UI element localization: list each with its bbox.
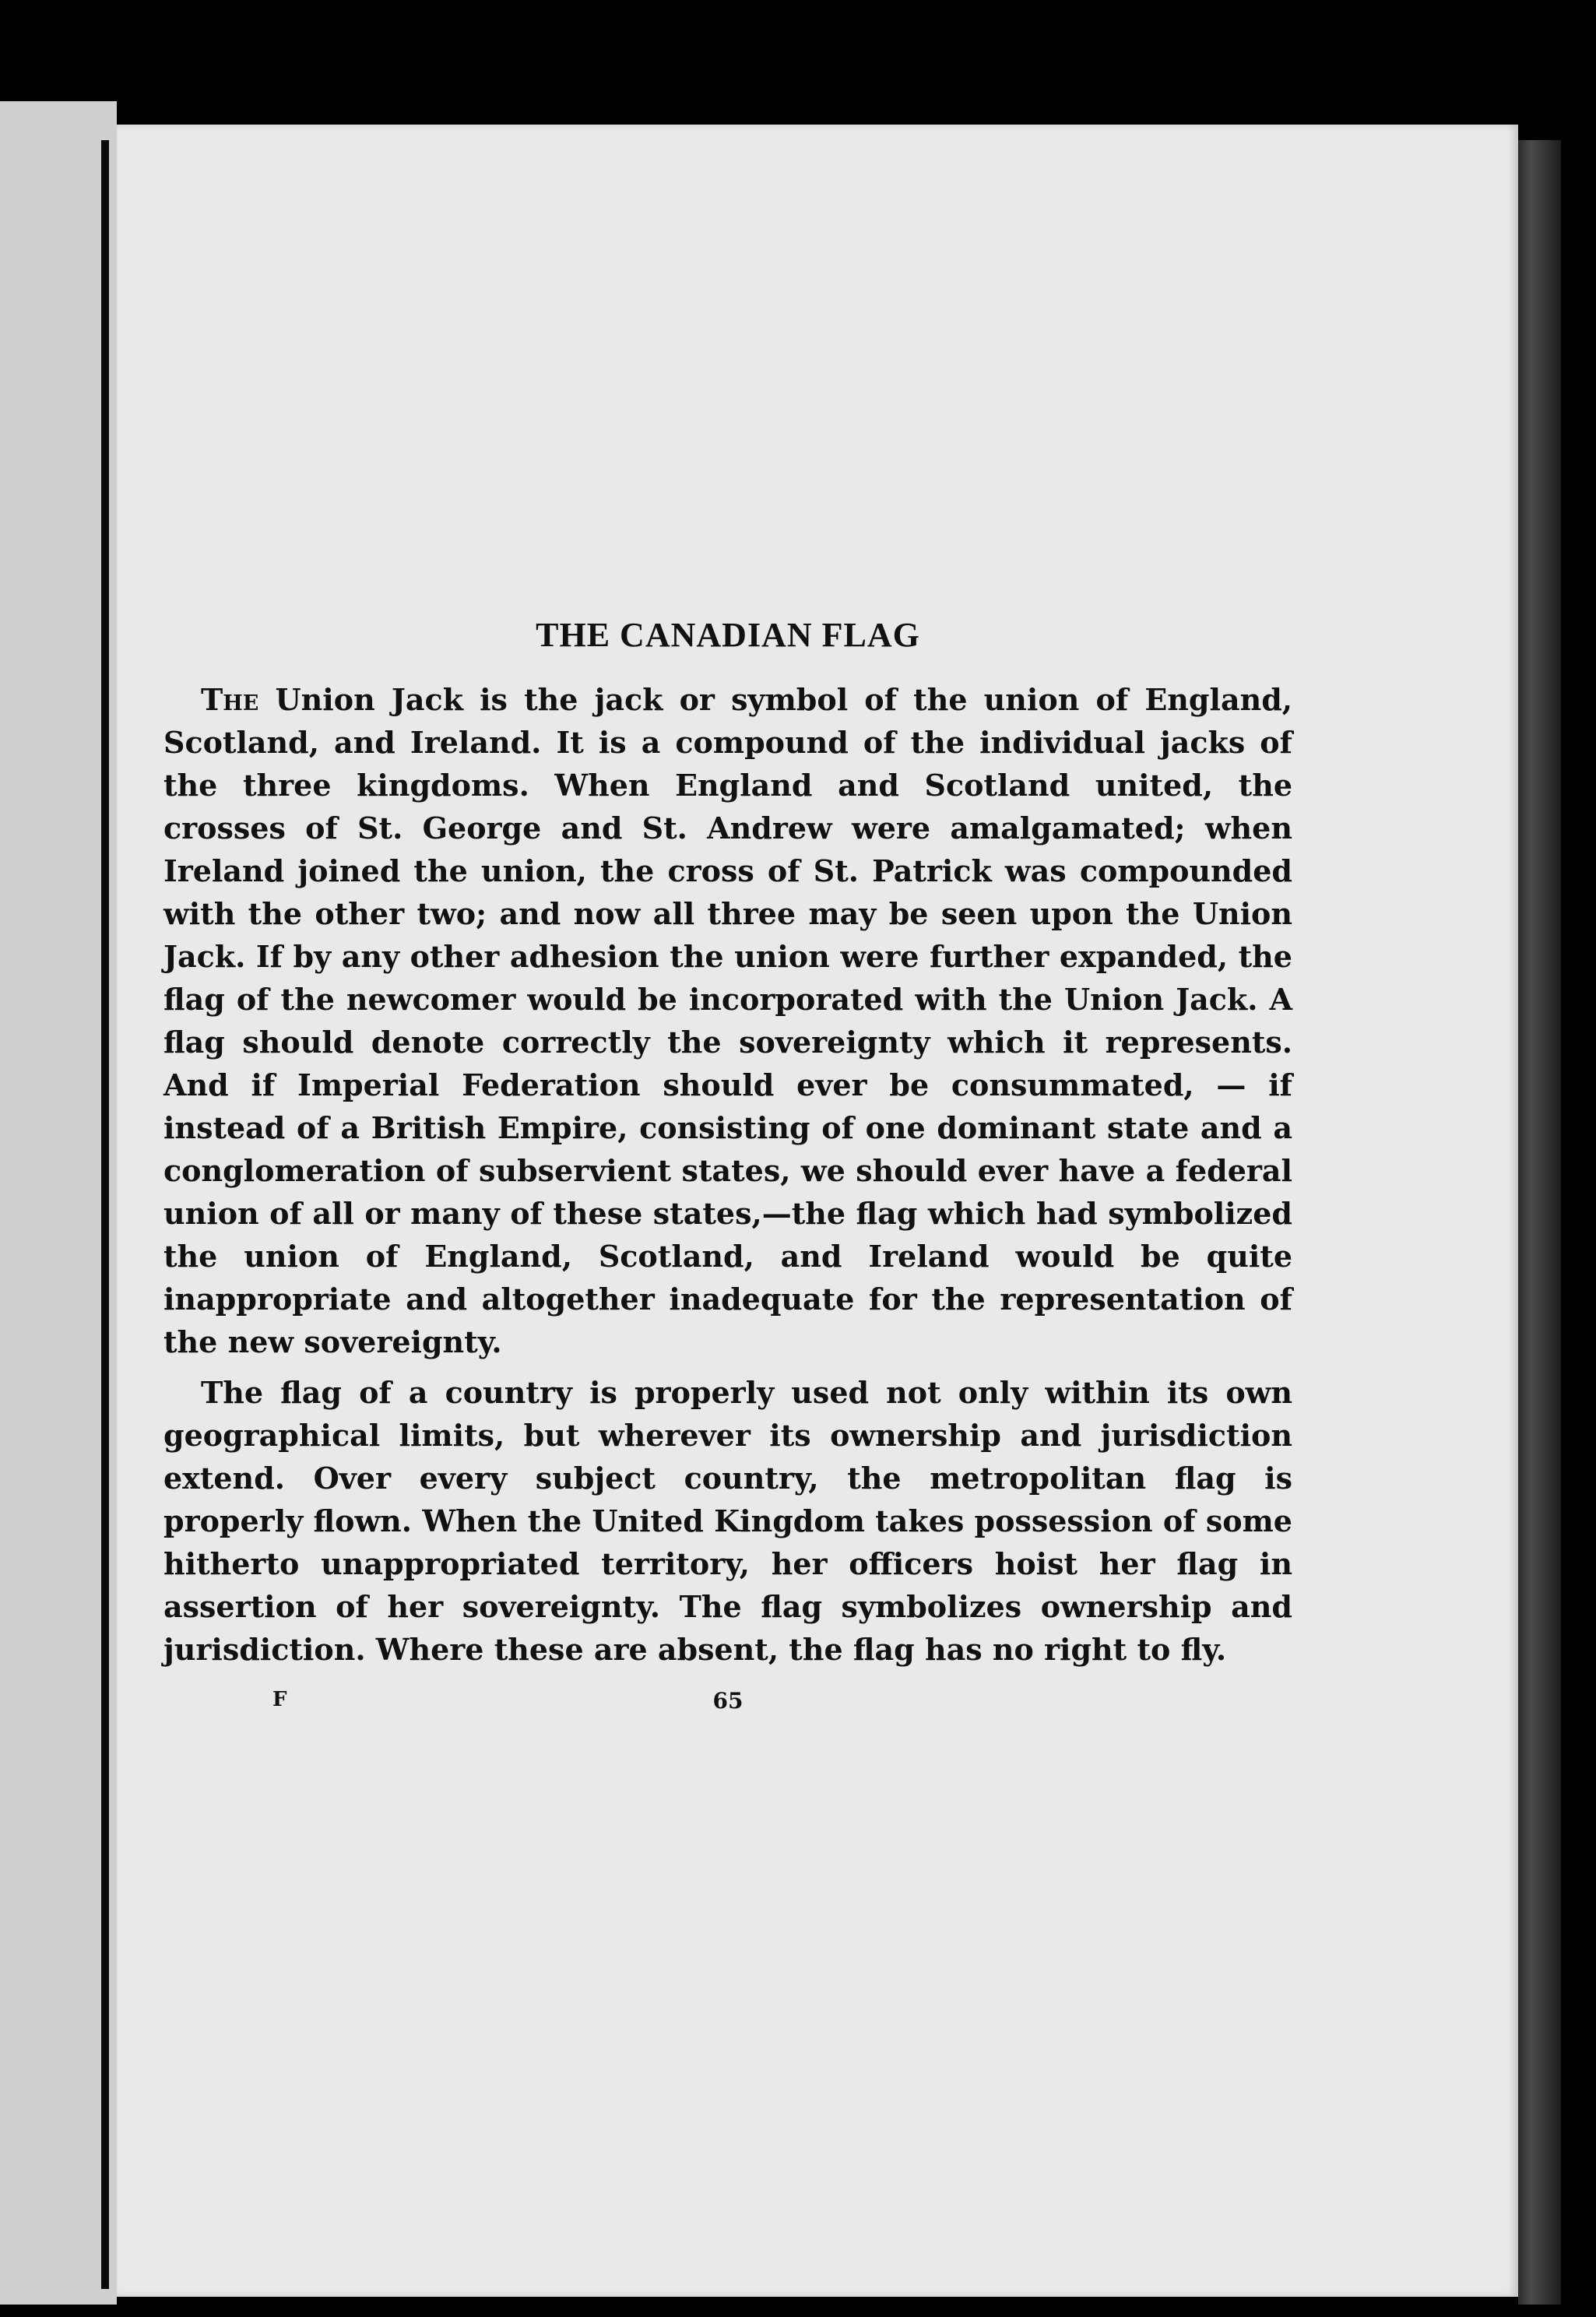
paragraph-2: The flag of a country is properly used not only within its own geographical limits, but wherever its ownership and jurisdiction extend. Over every subject country, the metropolitan flag is properly flown. When the United Kingdom takes possession of some hitherto unappropriated territory, her officers hoist her flag in assertion of her sovereignty. The flag symbolizes ownership and jurisdiction. Where these are absent, the flag has no right to fly. — [163, 1375, 1292, 1667]
gutter-shadow — [101, 140, 109, 2289]
book-edge — [1518, 140, 1561, 2305]
page-title: THE CANADIAN FLAG — [536, 616, 920, 654]
paragraph-1 — [163, 678, 1292, 1363]
signature-mark: F — [272, 1688, 287, 1711]
paragraph-1-body: Union Jack is the jack or symbol of the union of England, Scotland, and Ireland. It is a compound of the individual jacks of the three kingdoms. When England and Scotland united, the crosses of St. George and St. Andrew were amalgamated; when Ireland joined the union, the cross of St. Patrick was compounded with the other two; and now all three may be seen upon the Union Jack. If by any other adhesion the union were further expanded, the flag of the newcomer would be incorporated with the Union Jack. A flag should denote correctly the sovereignty which it represents. And if Imperial Federation should ever be consummated, — if instead of a British Empire, consisting of one dominant state and a conglomeration of subservient states, we should ever have a federal union of all or many of these states,—the flag which had symbolized the union of England, Scotland, and Ireland would be quite inappropriate and altogether inadequate for the representation of the new sovereignty. — [163, 682, 1292, 1359]
facing-page-edge — [0, 101, 117, 2305]
page-content — [163, 615, 1292, 1735]
page-number: 65 — [712, 1688, 744, 1714]
page-footer — [163, 1688, 1292, 1735]
paragraph-1-lead-word: The — [201, 682, 259, 717]
